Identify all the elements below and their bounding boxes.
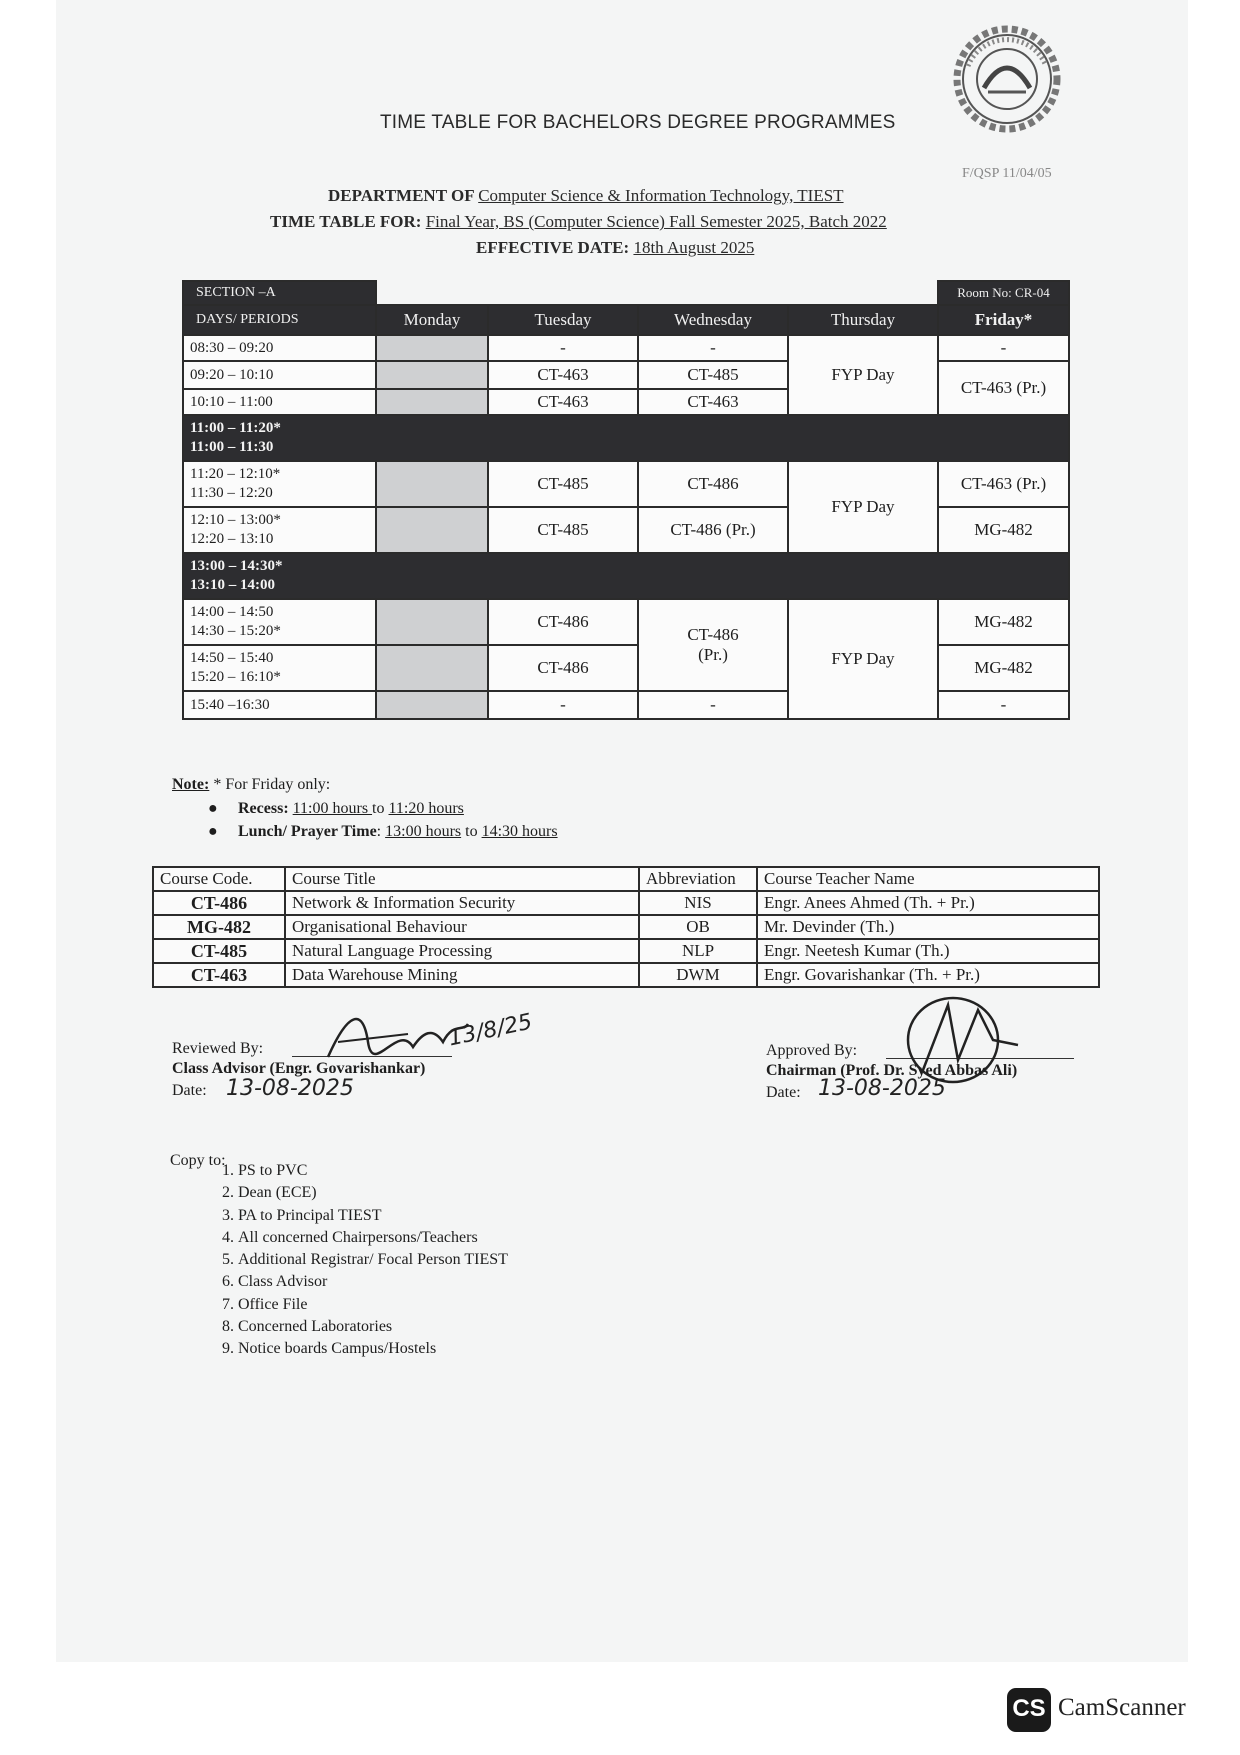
- reviewed-by-label: Reviewed By:: [172, 1040, 264, 1057]
- table-row: [153, 915, 1099, 939]
- lunch-band: [183, 553, 1069, 599]
- course-teacher: Mr. Devinder (Th.): [757, 915, 1099, 939]
- table-row: [153, 963, 1099, 987]
- camscanner-name: CamScanner: [1058, 1694, 1186, 1721]
- course-title: Data Warehouse Mining: [285, 963, 639, 987]
- approved-date-label: Date:: [766, 1084, 801, 1101]
- period-label: [183, 645, 376, 691]
- class-cell: -: [638, 335, 788, 361]
- course-abbr: DWM: [639, 963, 757, 987]
- course-title: Organisational Behaviour: [285, 915, 639, 939]
- period-friday-time: 11:20 – 12:10*: [190, 466, 281, 482]
- course-header: Course Teacher Name: [757, 867, 1099, 891]
- course-code: CT-485: [153, 939, 285, 963]
- department-name: Computer Science & Information Technology, TIEST: [478, 186, 844, 205]
- class-cell: FYP Day: [788, 461, 938, 553]
- course-code: CT-463: [153, 963, 285, 987]
- class-cell: CT-463: [488, 361, 638, 389]
- monday-cell: [376, 599, 488, 645]
- list-item: 9. Notice boards Campus/Hostels: [238, 1338, 508, 1360]
- course-header: Course Code.: [153, 867, 285, 891]
- period-label: 09:20 – 10:10: [183, 361, 376, 389]
- recess-from: 11:00 hours: [292, 800, 373, 817]
- timetable-for-line: [270, 212, 887, 232]
- list-item: 5. Additional Registrar/ Focal Person TIEST: [238, 1249, 508, 1271]
- class-cell: FYP Day: [788, 335, 938, 415]
- lunch-to: 14:30 hours: [481, 823, 558, 840]
- list-item: 7. Office File: [238, 1294, 508, 1316]
- course-teacher: Engr. Anees Ahmed (Th. + Pr.): [757, 891, 1099, 915]
- class-cell: CT-463: [638, 389, 788, 415]
- class-cell: -: [938, 335, 1069, 361]
- course-table: [152, 866, 1100, 988]
- department-line: [328, 186, 844, 206]
- class-cell: -: [638, 691, 788, 719]
- class-cell: [638, 599, 788, 691]
- class-cell: CT-486: [488, 645, 638, 691]
- day-header-friday: Friday*: [938, 305, 1069, 335]
- class-cell: MG-482: [938, 599, 1069, 645]
- course-abbr: OB: [639, 915, 757, 939]
- class-type: (Pr.): [698, 645, 728, 664]
- reviewer-sign-date: 13/8/25: [446, 1009, 535, 1052]
- class-cell: -: [938, 691, 1069, 719]
- to-word: to: [461, 823, 482, 840]
- class-cell: CT-485: [638, 361, 788, 389]
- monday-cell: [376, 461, 488, 507]
- course-code: MG-482: [153, 915, 285, 939]
- university-logo: [948, 20, 1066, 138]
- class-cell: -: [488, 691, 638, 719]
- to-word: to: [372, 800, 389, 817]
- period-label: [183, 461, 376, 507]
- note-line: [172, 776, 330, 794]
- period-label: 08:30 – 09:20: [183, 335, 376, 361]
- note-label: Note:: [172, 776, 210, 793]
- period-label: [183, 507, 376, 553]
- list-item: 1. PS to PVC: [238, 1160, 508, 1182]
- effective-date-label: EFFECTIVE DATE:: [476, 238, 630, 257]
- class-cell: CT-463 (Pr.): [938, 361, 1069, 415]
- class-code: CT-486: [687, 625, 739, 644]
- note-text: * For Friday only:: [213, 776, 331, 793]
- reviewer-role: Class Advisor (Engr. Govarishankar): [172, 1060, 426, 1077]
- day-header-thursday: Thursday: [788, 305, 938, 335]
- class-cell: CT-485: [488, 461, 638, 507]
- recess-label: Recess:: [238, 800, 289, 817]
- period-label: 10:10 – 11:00: [183, 389, 376, 415]
- recess-band: [183, 415, 1069, 461]
- lunch-time: 13:10 – 14:00: [190, 577, 275, 593]
- recess-to: 11:20 hours: [388, 800, 464, 817]
- class-cell: CT-486: [638, 461, 788, 507]
- course-header: Abbreviation: [639, 867, 757, 891]
- section-label: SECTION –A: [183, 281, 376, 305]
- lunch-friday-time: 13:00 – 14:30*: [190, 558, 283, 574]
- class-cell: CT-486: [488, 599, 638, 645]
- bullet-icon: ●: [208, 823, 218, 840]
- course-abbr: NLP: [639, 939, 757, 963]
- period-label: [183, 599, 376, 645]
- class-cell: MG-482: [938, 645, 1069, 691]
- copy-to-label: Copy to:: [170, 1152, 226, 1169]
- course-abbr: NIS: [639, 891, 757, 915]
- monday-cell: [376, 389, 488, 415]
- class-cell: CT-486 (Pr.): [638, 507, 788, 553]
- lunch-note: ● Lunch/ Prayer Time: 13:00 hours to 14:30 hours: [208, 823, 558, 840]
- list-item: 4. All concerned Chairpersons/Teachers: [238, 1227, 508, 1249]
- timetable-for-value: Final Year, BS (Computer Science) Fall Semester 2025, Batch 2022: [425, 212, 887, 231]
- reviewed-date-label: Date:: [172, 1082, 207, 1099]
- monday-cell: [376, 507, 488, 553]
- list-item: 8. Concerned Laboratories: [238, 1316, 508, 1338]
- timetable: [182, 280, 1070, 720]
- list-item: 2. Dean (ECE): [238, 1182, 508, 1204]
- period-time: 11:30 – 12:20: [190, 485, 273, 501]
- document-title: TIME TABLE FOR BACHELORS DEGREE PROGRAMMES: [380, 112, 896, 133]
- monday-cell: [376, 645, 488, 691]
- class-cell: -: [488, 335, 638, 361]
- approved-by-label: Approved By:: [766, 1042, 858, 1059]
- recess-friday-time: 11:00 – 11:20*: [190, 420, 281, 436]
- course-header: Course Title: [285, 867, 639, 891]
- period-friday-time: 12:10 – 13:00*: [190, 512, 281, 528]
- course-title: Network & Information Security: [285, 891, 639, 915]
- lunch-label: Lunch/ Prayer Time: [238, 823, 377, 840]
- day-header-monday: Monday: [376, 305, 488, 335]
- monday-cell: [376, 361, 488, 389]
- room-number: Room No: CR-04: [938, 281, 1069, 305]
- day-header-tuesday: Tuesday: [488, 305, 638, 335]
- class-cell: MG-482: [938, 507, 1069, 553]
- table-row: [153, 939, 1099, 963]
- timetable-for-label: TIME TABLE FOR:: [270, 212, 422, 231]
- camscanner-logo-icon: CS: [1007, 1688, 1051, 1732]
- period-time: 12:20 – 13:10: [190, 531, 274, 547]
- list-item: 6. Class Advisor: [238, 1271, 508, 1293]
- lunch-from: 13:00 hours: [385, 823, 462, 840]
- course-teacher: Engr. Govarishankar (Th. + Pr.): [757, 963, 1099, 987]
- effective-date-line: [476, 238, 754, 258]
- approved-date: 13-08-2025: [818, 1076, 946, 1101]
- day-header-wednesday: Wednesday: [638, 305, 788, 335]
- recess-note: [208, 800, 464, 818]
- recess-time: 11:00 – 11:30: [190, 439, 274, 455]
- approver-role: Chairman (Prof. Dr. Syed Abbas Ali): [766, 1062, 1018, 1079]
- department-label: DEPARTMENT OF: [328, 186, 474, 205]
- course-code: CT-486: [153, 891, 285, 915]
- form-code: F/QSP 11/04/05: [962, 166, 1052, 181]
- class-cell: FYP Day: [788, 599, 938, 719]
- effective-date-value: 18th August 2025: [633, 238, 755, 257]
- reviewed-date: 13-08-2025: [226, 1076, 354, 1101]
- period-label: 15:40 –16:30: [183, 691, 376, 719]
- class-cell: CT-463 (Pr.): [938, 461, 1069, 507]
- class-cell: CT-463: [488, 389, 638, 415]
- class-cell: CT-485: [488, 507, 638, 553]
- course-title: Natural Language Processing: [285, 939, 639, 963]
- course-teacher: Engr. Neetesh Kumar (Th.): [757, 939, 1099, 963]
- monday-cell: [376, 335, 488, 361]
- monday-cell: [376, 691, 488, 719]
- days-periods-header: DAYS/ PERIODS: [183, 305, 376, 335]
- period-time: 14:00 – 14:50: [190, 604, 274, 620]
- copy-to-list: [184, 1160, 508, 1361]
- period-time: 14:50 – 15:40: [190, 650, 274, 666]
- list-item: 3. PA to Principal TIEST: [238, 1205, 508, 1227]
- period-friday-time: 14:30 – 15:20*: [190, 623, 281, 639]
- bullet-icon: ●: [208, 800, 218, 817]
- table-row: [153, 891, 1099, 915]
- period-friday-time: 15:20 – 16:10*: [190, 669, 281, 685]
